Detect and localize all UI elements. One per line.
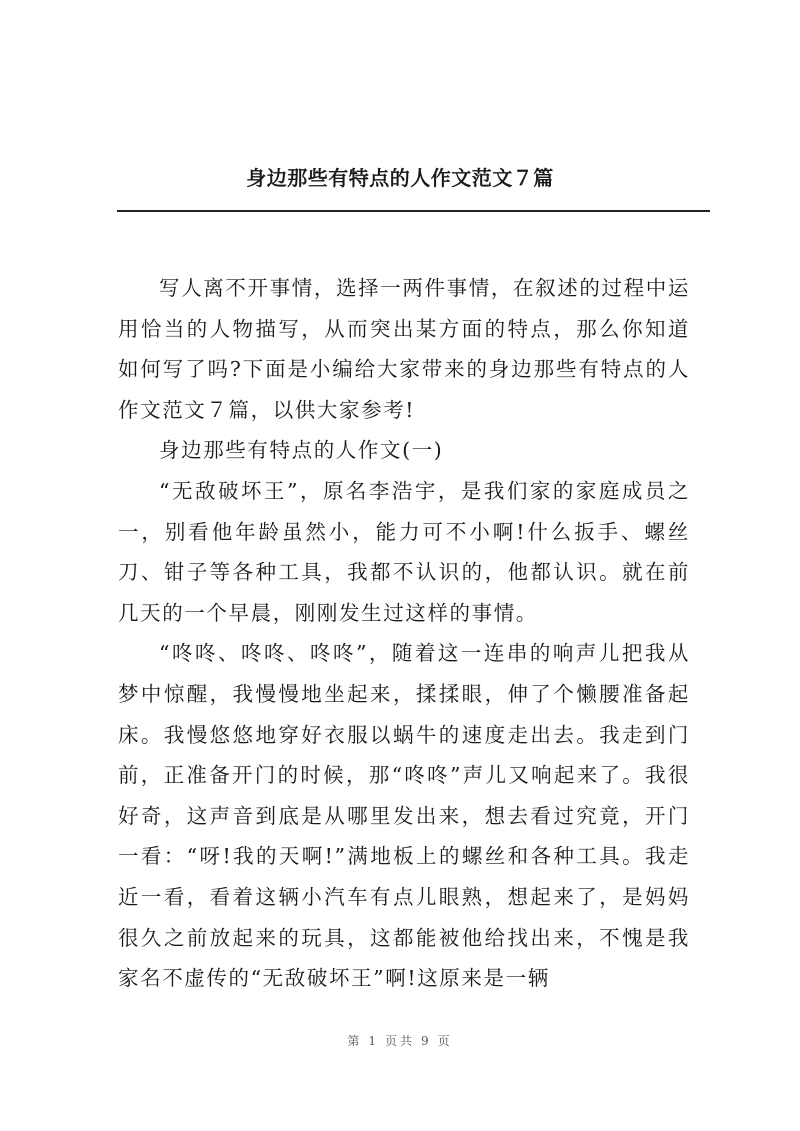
footer-middle: 页共 — [384, 1034, 415, 1048]
paragraph: “咚咚、咚咚、咚咚”，随着这一连串的响声儿把我从梦中惊醒，我慢慢地坐起来，揉揉眼，伸了个懒腰准备起床。我慢悠悠地穿好衣服以蜗牛的速度走出去。我走到门前，正准备开门的时候，那“咚咚”声儿又响起来了。我很好奇，这声音到底是从哪里发出来，想去看过究竟，开门一看：“呀!我的天啊!”满地板上的螺丝和各种工具。我走近一看，看着这辆小汽车有点儿眼熟，想起来了，是妈妈很久之前放起来的玩具，这都能被他给找出来，不愧是我家名不虚传的“无敌破坏王”啊!这原来是一辆 — [118, 641, 690, 991]
title-divider — [117, 210, 710, 212]
paragraph-intro: 写人离不开事情，选择一两件事情，在叙述的过程中运用恰当的人物描写，从而突出某方面的特点，那么你知道如何写了吗?下面是小编给大家带来的身边那些有特点的人作文范文７篇，以供大家参考! — [118, 276, 690, 422]
page-footer — [0, 1032, 800, 1049]
paragraph: “无敌破坏王”，原名李浩宇，是我们家的家庭成员之一，别看他年龄虽然小，能力可不小啊!什么扳手、螺丝刀、钳子等各种工具，我都不认识的，他都认识。就在前几天的一个早晨，刚刚发生过这样的事情。 — [118, 478, 690, 625]
footer-suffix: 页 — [437, 1034, 453, 1048]
page-total: 9 — [421, 1034, 432, 1048]
document-body — [118, 268, 690, 999]
footer-prefix: 第 — [347, 1034, 363, 1048]
document-title: 身边那些有特点的人作文范文７篇 — [246, 166, 554, 190]
section-heading: 身边那些有特点的人作文(一) — [159, 438, 444, 463]
page-number: 1 — [368, 1034, 379, 1048]
